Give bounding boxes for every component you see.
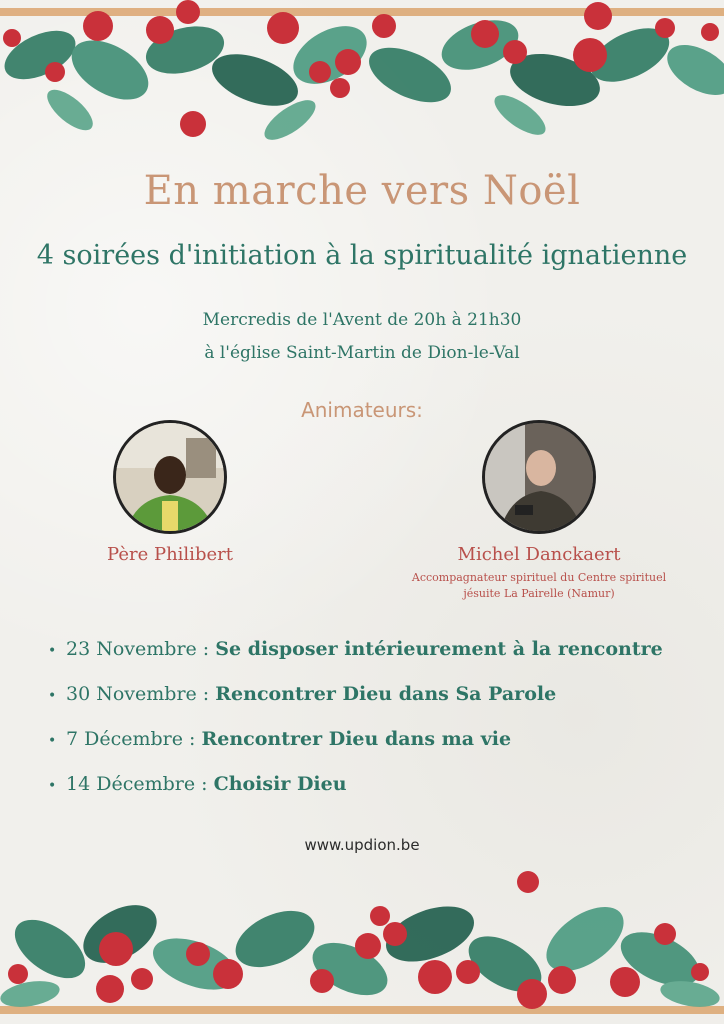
role-line-2: jésuite La Pairelle (Namur) [463,587,615,600]
session-topic: Se disposer intérieurement à la rencontre [215,638,663,660]
role-line-1: Accompagnateur spirituel du Centre spirituel [411,571,667,584]
session-date: 30 Novembre : [66,683,210,705]
holly-garland-top [0,0,724,165]
website-link[interactable]: www.updion.be [304,836,420,854]
list-item [48,634,663,679]
session-list [48,634,663,814]
bullet-icon: • [48,733,57,749]
session-topic: Rencontrer Dieu dans Sa Parole [215,683,557,705]
page-subtitle: 4 soirées d'initiation à la spiritualité ignatienne [36,240,688,271]
location-text: à l'église Saint-Martin de Dion-le-Val [204,343,520,363]
list-item [48,769,663,814]
bullet-icon: • [48,688,57,704]
role-michel-danckaert [385,570,693,602]
schedule-text: Mercredis de l'Avent de 20h à 21h30 [202,310,522,330]
list-item [48,724,663,769]
session-topic: Rencontrer Dieu dans ma vie [201,728,512,750]
session-date: 7 Décembre : [66,728,196,750]
portrait-philibert [116,423,224,531]
holly-garland-bottom [0,854,724,1024]
bullet-icon: • [48,643,57,659]
name-pere-philibert: Père Philibert [107,544,233,565]
portrait-danckaert [485,423,593,531]
avatar-pere-philibert [113,420,227,534]
animateurs-heading: Animateurs: [301,398,423,422]
page-title: En marche vers Noël [143,168,581,214]
bullet-icon: • [48,778,57,794]
session-date: 14 Décembre : [66,773,208,795]
session-topic: Choisir Dieu [213,773,347,795]
session-date: 23 Novembre : [66,638,210,660]
name-michel-danckaert: Michel Danckaert [457,544,621,565]
list-item [48,679,663,724]
avatar-michel-danckaert [482,420,596,534]
